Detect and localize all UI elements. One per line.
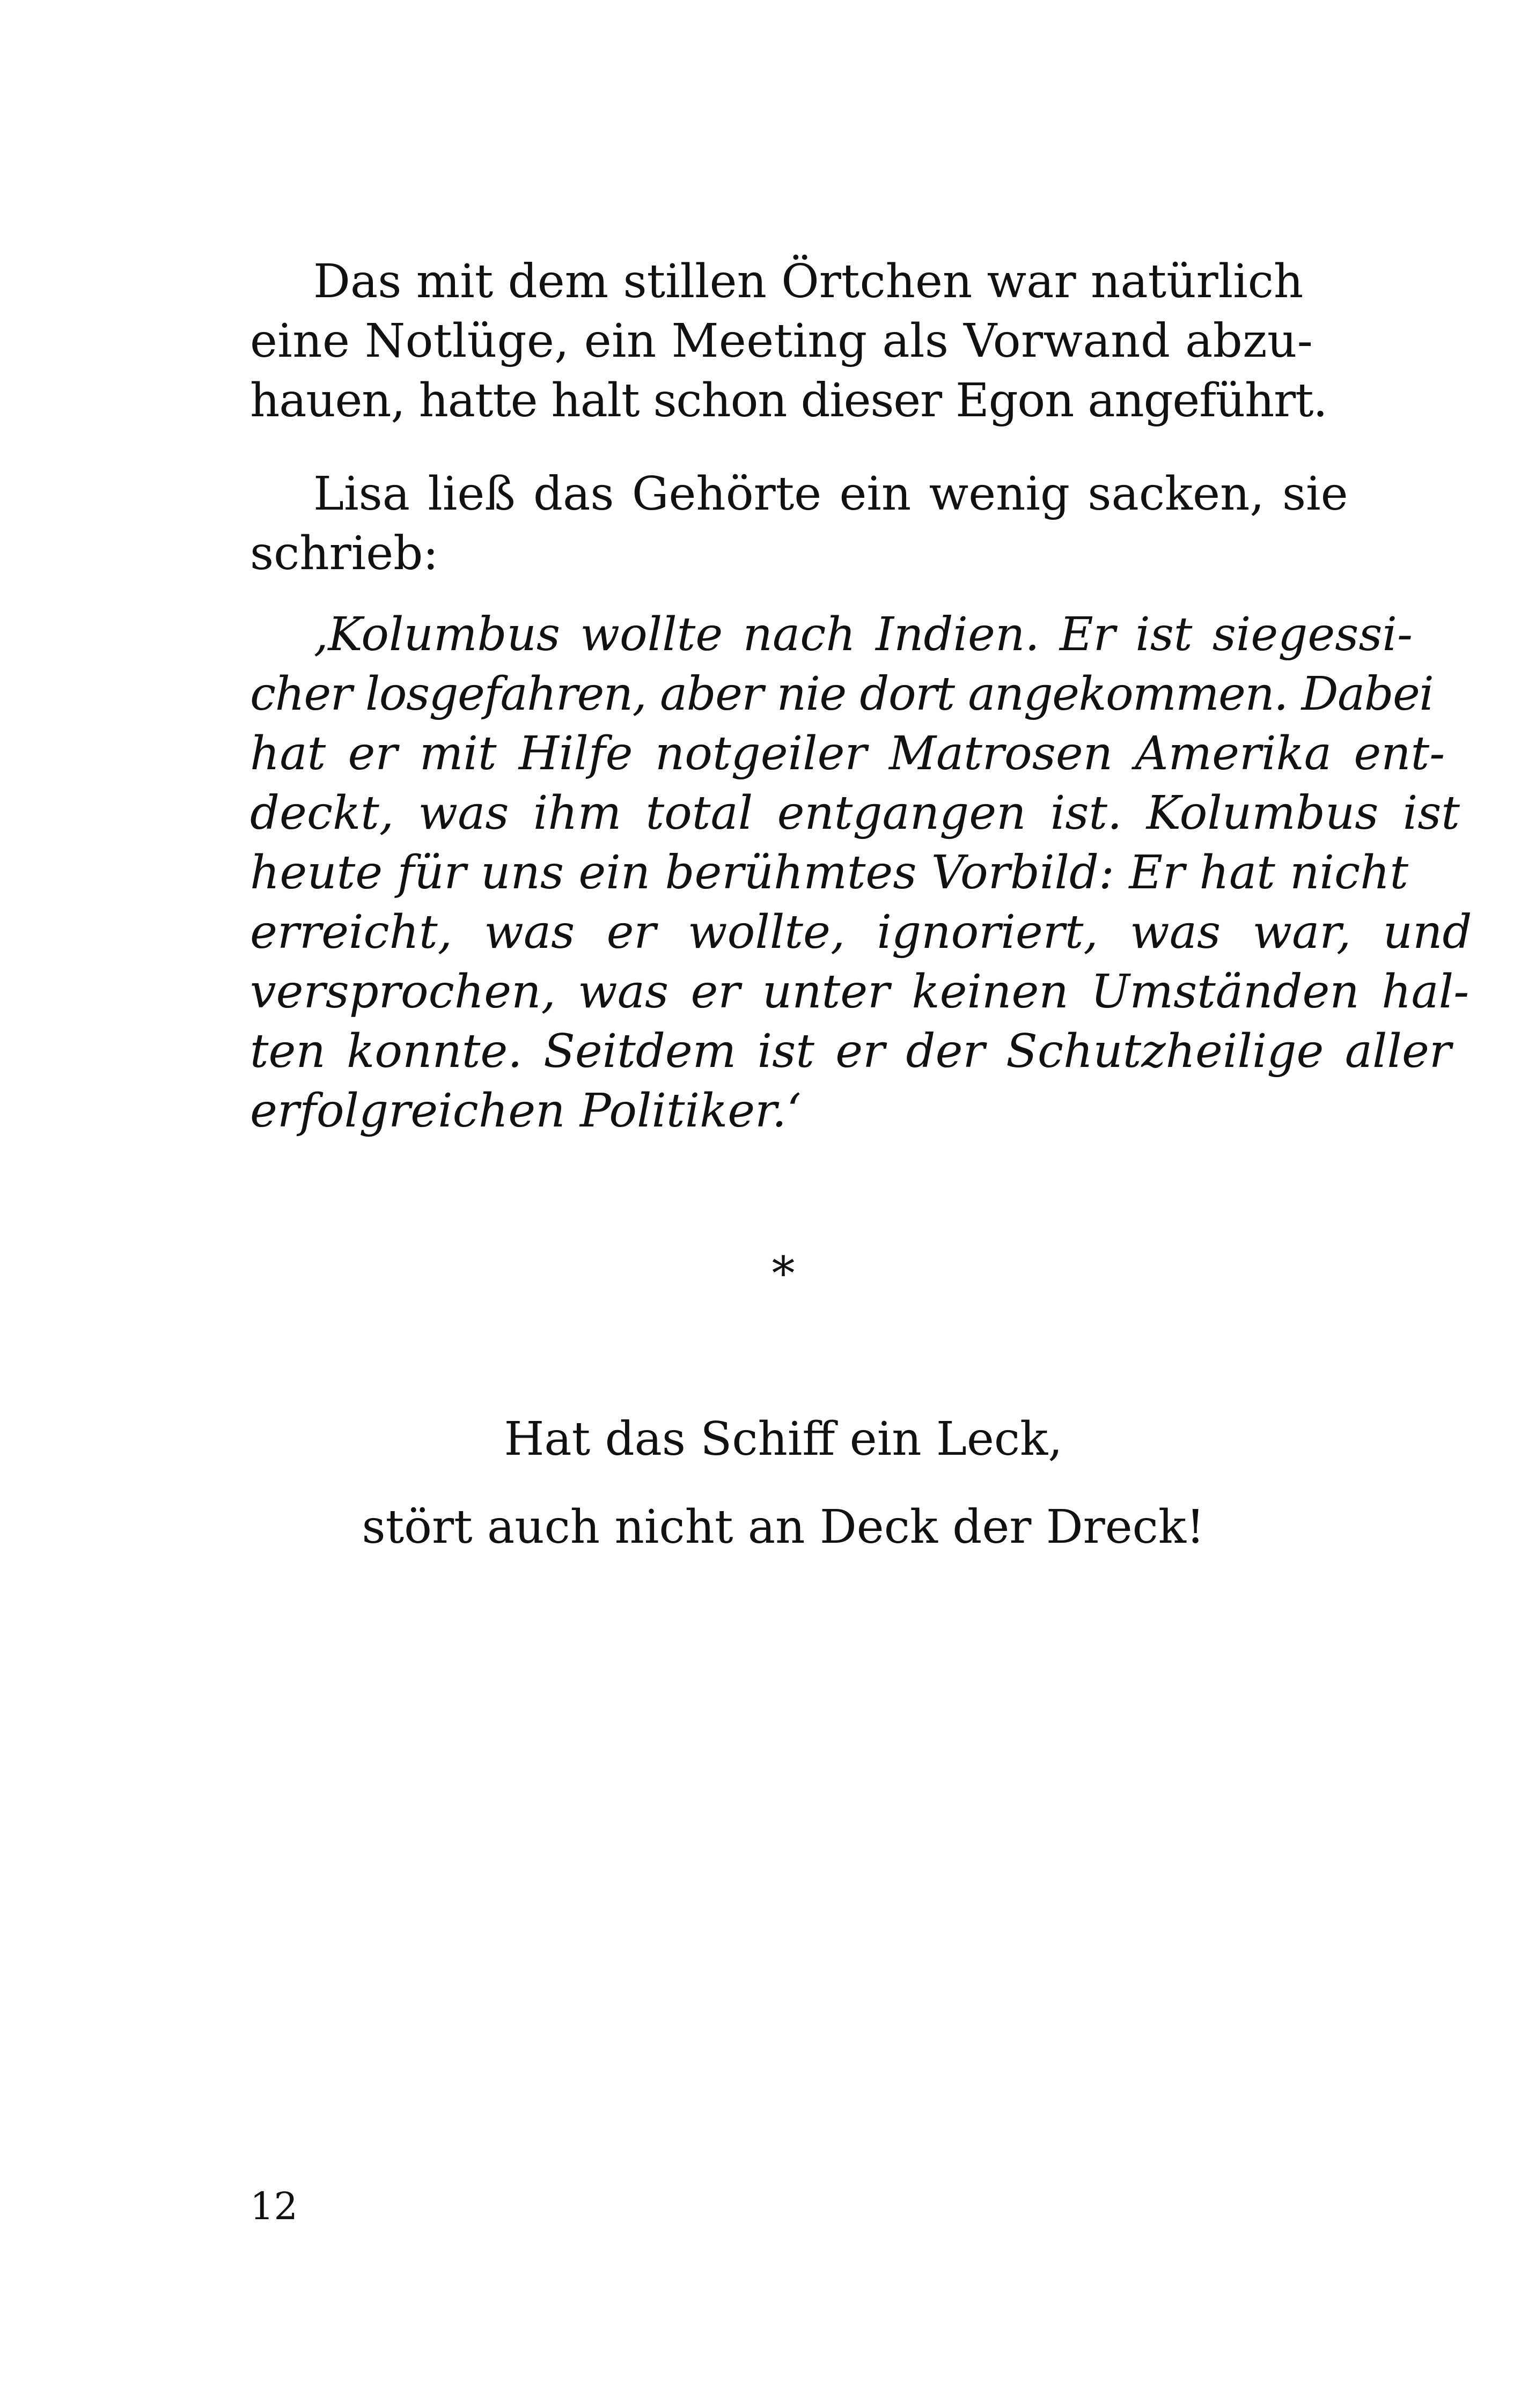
paragraph-3-quote (250, 605, 1472, 1141)
quote-line-9: erfolgreichen Politiker.‘ (250, 1084, 802, 1138)
verse-line-2: stört auch nicht an Deck der Dreck! (362, 1500, 1205, 1554)
verse-line-1: Hat das Schiff ein Leck, (504, 1412, 1063, 1466)
section-separator: * (771, 1247, 795, 1301)
quote-line-3: hat er mit Hilfe notgeiler Matrosen Amerika ent- (250, 727, 1445, 780)
paragraph-1 (250, 252, 1327, 431)
paragraph-1-line-1: Das mit dem stillen Örtchen war natürlich (313, 255, 1304, 308)
paragraph-2 (250, 465, 1348, 584)
quote-line-7: versprochen, was er unter keinen Umständen hal- (250, 965, 1469, 1019)
quote-line-5: heute für uns ein berühmtes Vorbild: Er hat nicht (250, 846, 1409, 900)
quote-line-6: erreicht, was er wollte, ignoriert, was war, und (250, 905, 1472, 959)
quote-line-2: cher losgefahren, aber nie dort angekommen. Dabei (250, 667, 1434, 721)
paragraph-1-line-2: eine Notlüge, ein Meeting als Vorwand abzu- (250, 314, 1313, 368)
quote-line-1: ‚Kolumbus wollte nach Indien. Er ist siegessi- (313, 608, 1413, 661)
page-number: 12 (250, 2184, 298, 2228)
paragraph-2-line-2: schrieb: (250, 527, 439, 580)
quote-line-8: ten konnte. Seitdem ist er der Schutzheilige aller (250, 1025, 1452, 1078)
quote-line-4: deckt, was ihm total entgangen ist. Kolumbus ist (250, 786, 1460, 840)
paragraph-2-line-1: Lisa ließ das Gehörte ein wenig sacken, sie (313, 467, 1348, 521)
paragraph-1-line-3: hauen, hatte halt schon dieser Egon angeführt. (250, 374, 1327, 428)
